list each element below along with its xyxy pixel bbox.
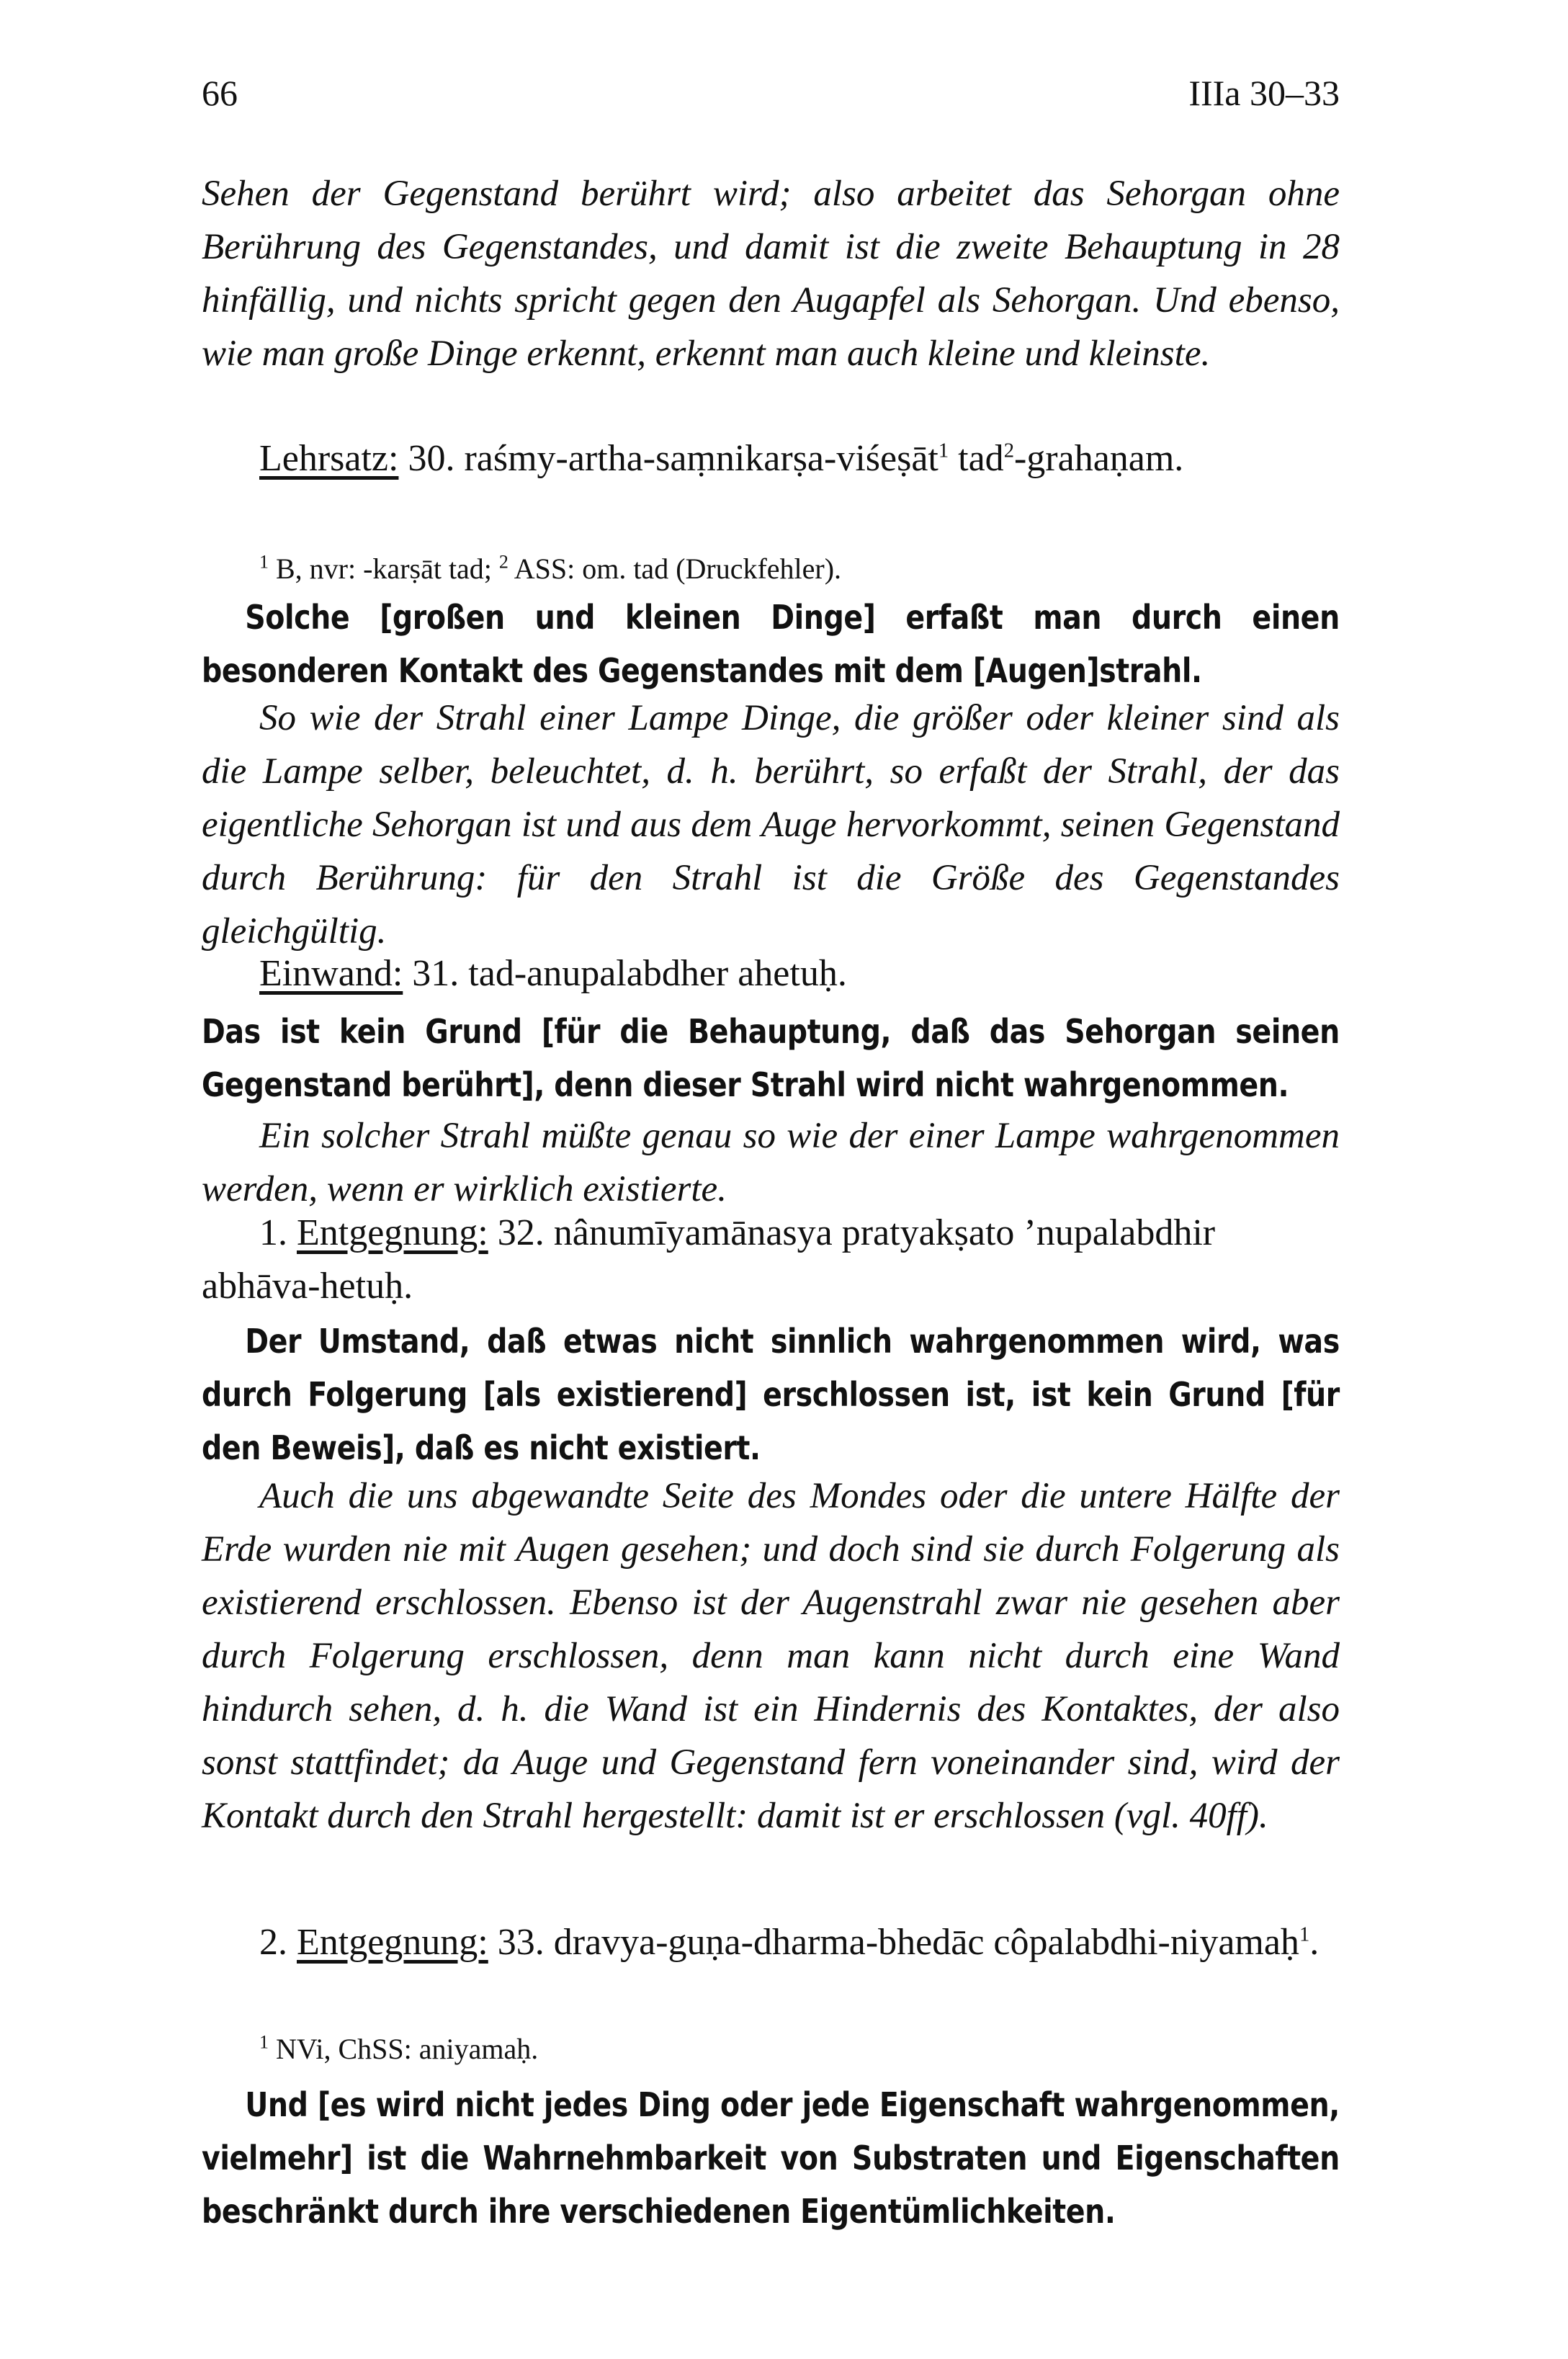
commentary-30: So wie der Strahl einer Lampe Dinge, die größer oder kleiner sind als die Lampe selber, beleuchtet, d. h. berührt, so erfaßt der Strahl, der das eigentliche Sehorgan ist und aus dem Auge hervorkommt, seinen Gegenstand durch Berührung: für den Strahl ist die Größe des Gegenstandes gleichgültig. — [202, 698, 1340, 952]
sutra-33: 2. Entgegnung: 33. dravya-guṇa-dharma-bhedāc côpalabdhi-niyamaḥ$^1$. — [259, 1922, 1320, 1963]
translation-32: Der Umstand, daß etwas nicht sinnlich wahrgenommen wird, was durch Folgerung [als existierend] erschlossen ist, ist kein Grund [für den Beweis], daß es nicht existiert. — [202, 1322, 1340, 1467]
commentary-32: Auch die uns abgewandte Seite des Mondes oder die untere Hälfte der Erde wurden nie mit Augen gesehen; und doch sind sie durch Folgerung als existierend erschlossen. Ebenso ist der Augenstrahl zwar nie gesehen aber durch Folgerung erschlossen, denn man kann nicht durch eine Wand hindurch sehen, d. h. die Wand ist ein Hindernis des Kontaktes, der also sonst stattfindet; da Auge und Gegenstand fern voneinander sind, wird der Kontakt durch den Strahl hergestellt: damit ist er erschlossen (vgl. 40ff). — [202, 1476, 1340, 1836]
running-header — [202, 72, 1340, 122]
sutra-32: 1. Entgegnung: 32. nânumīyamānasya pratyakṣato ’nupalabdhir abhāva-hetuḥ. — [202, 1212, 1216, 1307]
sutra-role-label: Lehrsatz: — [259, 438, 399, 479]
translation-30: Solche [großen und kleinen Dinge] erfaßt man durch einen besonderen Kontakt des Gegenstandes mit dem [Augen]strahl. — [202, 598, 1340, 690]
commentary-continued: Sehen der Gegenstand berührt wird; also arbeitet das Sehorgan ohne Berührung des Gegenstandes, und damit ist die zweite Behauptung in 28 hinfällig, und nichts spricht gegen den Augapfel als Sehorgan. Und ebenso, wie man große Dinge erkennt, erkennt man auch kleine und kleinste. — [202, 174, 1340, 374]
translation-31: Das ist kein Grund [für die Behauptung, daß das Sehorgan seinen Gegenstand berührt], denn dieser Strahl wird nicht wahrgenommen. — [202, 1012, 1340, 1104]
sutra-role-label: Einwand: — [259, 953, 403, 994]
translation-33: Und [es wird nicht jedes Ding oder jede Eigenschaft wahrgenommen, vielmehr] ist die Wahrnehmbarkeit von Substraten und Eigenschaften beschränkt durch ihre verschiedenen Eigentümlichkeiten. — [202, 2085, 1340, 2231]
sutra-30: Lehrsatz: 30. raśmy-artha-saṃnikarṣa-viśeṣāt$^1$ tad$^2$-grahaṇam. — [259, 438, 1184, 479]
footnote-30: $^1$ B, nvr: -karṣāt tad; $^2$ ASS: om. tad (Druckfehler). — [259, 551, 842, 585]
sutra-role-label: Entgegnung: — [297, 1212, 488, 1253]
section-reference: IIIa 30–33 — [1188, 73, 1340, 113]
commentary-31: Ein solcher Strahl müßte genau so wie der einer Lampe wahrgenommen werden, wenn er wirklich existierte. — [202, 1116, 1340, 1209]
footnote-33: $^1$ NVi, ChSS: aniyamaḥ. — [259, 2031, 539, 2065]
page-number: 66 — [202, 73, 238, 113]
sutra-role-label: Entgegnung: — [297, 1922, 488, 1963]
book-page — [202, 0, 1340, 2359]
sutra-31: Einwand: 31. tad-anupalabdher ahetuḥ. — [259, 953, 847, 994]
